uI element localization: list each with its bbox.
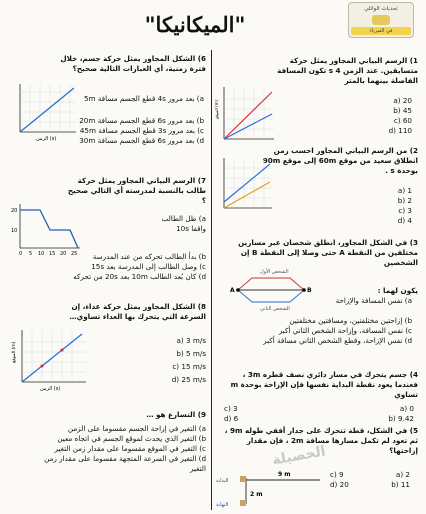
question-number: 7) <box>197 176 206 185</box>
publisher-logo <box>348 2 414 38</box>
person-2-label: الشخص الثاني <box>260 306 290 312</box>
end-label: النهاية <box>216 502 229 508</box>
option-a[interactable]: a) التغير في إزاحة الجسم مقسوما على الزمن <box>67 424 206 433</box>
question-2 <box>262 146 418 176</box>
y-tick-20: 20 <box>11 208 18 214</box>
option-c[interactable]: c) 15 m/s <box>172 362 206 371</box>
option-b[interactable]: b) 45 <box>393 106 412 115</box>
x-tick: 0 <box>19 251 23 257</box>
question-number: 5) <box>409 426 418 435</box>
question-text: من الرسم البياني المجاور احسب زمن انطلاق سعيد من موقع 60m إلى موقع 90m بوحدة s . <box>262 146 418 175</box>
question-3-sub: يكون لهما : <box>377 286 418 295</box>
question-number: 6) <box>197 54 206 63</box>
page-title: "الميكانيكا" <box>144 12 246 37</box>
question-text: في الشكل المجاور، انطلق شخصان عبر مسارين مختلفين من النقطة A حتى وصلا إلى النقطة B إن الشخصين <box>238 238 418 267</box>
option-a[interactable]: a) 1 <box>397 186 412 195</box>
other-line <box>224 182 270 208</box>
option-a[interactable]: a) 0 <box>399 404 414 413</box>
saeed-line <box>224 164 270 202</box>
option-a[interactable]: a) نفس المسافة والإزاحة <box>335 296 412 305</box>
question-number: 4) <box>409 370 418 379</box>
question-text: الرسم البياني المجاور يمثل حركة طالب بالنسبة لمدرسته أي التالي صحيح ؟ <box>67 176 206 205</box>
option-d[interactable]: d) 25 m/s <box>171 375 206 384</box>
q4-options <box>224 404 414 424</box>
question-3 <box>224 238 418 268</box>
x-tick: 15 <box>49 251 56 257</box>
option-d[interactable]: d) التغير في السرعة المتجهة مقسوما على مقدار زمن التغير <box>44 454 206 473</box>
question-text: جسم يتحرك في مسار دائري نصف قطره 3m ، فعندما يعود نقطة البداية نفسها فإن الإزاحة بوحدة m تساوي <box>230 370 418 399</box>
x-tick: 25 <box>71 251 78 257</box>
option-a[interactable]: a) 20 <box>393 96 412 105</box>
option-b[interactable]: b) بعد مرور 6s قطع الجسم مسافة 20m <box>79 116 204 125</box>
point-a-label: A <box>230 287 235 294</box>
option-c[interactable]: c) التغير في الموقع مقسوما على مقدار زمن التغير <box>54 444 206 453</box>
y-axis-label: الموقع (m) <box>214 99 219 119</box>
q2-options <box>360 186 412 226</box>
option-d[interactable]: d) 6 <box>224 414 239 423</box>
option-b[interactable]: b) 5 m/s <box>176 349 206 358</box>
question-number: 9) <box>197 410 206 419</box>
question-text: التسارع هو … <box>146 410 196 419</box>
question-number: 2) <box>409 146 418 155</box>
q2-graph <box>214 154 274 214</box>
q3-options <box>222 296 412 346</box>
q6-options <box>40 94 204 146</box>
start-label: البداية <box>216 478 229 484</box>
q8-graph <box>10 326 88 392</box>
q8-options <box>110 336 206 385</box>
question-8 <box>44 302 206 322</box>
option-a[interactable]: a) ظل الطالب واقفا 10s <box>161 214 206 233</box>
y-tick-10: 10 <box>11 228 18 234</box>
question-4 <box>222 370 418 400</box>
question-1 <box>258 56 418 86</box>
q5-wall-diagram <box>216 462 326 512</box>
option-b[interactable]: b) 11 <box>391 480 410 489</box>
option-c[interactable]: c) 3 <box>398 206 412 215</box>
option-a[interactable]: a) 3 m/s <box>176 336 206 345</box>
path-1 <box>238 278 304 290</box>
option-a[interactable]: a) بعد مرور 4s قطع الجسم مسافة 5m <box>83 94 204 103</box>
cat-icon <box>240 476 246 482</box>
watermark: الحصيلة <box>271 443 327 469</box>
option-c[interactable]: c) 60 <box>393 116 412 125</box>
option-c[interactable]: c) وصل الطالب إلى المدرسة بعد 15s <box>91 262 206 271</box>
question-number: 3) <box>409 238 418 247</box>
option-c[interactable]: c) 3 <box>224 404 238 413</box>
option-b[interactable]: b) إزاحتين مختلفتين، ومسافتين مختلفتين <box>289 316 412 325</box>
x-tick: 5 <box>29 251 33 257</box>
question-7 <box>66 176 206 206</box>
logo-text-bottom: في الفيزياء <box>351 27 411 35</box>
question-9 <box>110 410 206 420</box>
logo-stamp <box>372 15 390 25</box>
option-d[interactable]: d) 110 <box>388 126 412 135</box>
option-d[interactable]: d) بعد مرور 6s قطع الجسم مسافة 30m <box>79 136 204 145</box>
x-tick: 20 <box>60 251 67 257</box>
question-6 <box>44 54 206 74</box>
option-d[interactable]: d) 20 <box>330 480 349 489</box>
q7-options <box>44 214 206 282</box>
q9-options <box>30 424 206 474</box>
option-b[interactable]: b) التغير الذي يحدث لموقع الجسم في اتجاه معين <box>57 434 206 443</box>
q1-options <box>350 96 412 136</box>
person-1-label: الشخص الأول <box>260 269 289 275</box>
q1-graph <box>214 84 276 146</box>
x-axis-label: الزمن (s) <box>36 136 57 142</box>
question-text: الشكل المجاور يمثل حركة عداء، إن السرعة التي يتحرك بها العداء تساوي… <box>69 302 206 321</box>
x-tick: 10 <box>38 251 45 257</box>
question-number: 8) <box>197 302 206 311</box>
runner-2-line <box>224 114 272 139</box>
question-text: في الشكل، قطة تتحرك على جدار أفقي طوله 9m ، ثم تعود لم تكمل مسارها مسافة 2m ، فإن مقدار إزاحتها؟ <box>224 426 418 455</box>
question-text: الرسم البياني المجاور يمثل حركة متسابقين. عند الزمن s 4 تكون المسافة الفاصلة بينهما بالمتر <box>277 56 418 85</box>
point-b-label: B <box>307 287 312 294</box>
column-divider <box>211 50 212 510</box>
option-d[interactable]: d) 4 <box>397 216 412 225</box>
option-d[interactable]: d) نفس الإزاحة، وقطع الشخص الثاني مسافة أكبر <box>263 336 412 345</box>
logo-text-top: تحديات الوائلي <box>364 6 398 12</box>
wall-length-label: 9 m <box>278 471 291 478</box>
option-c[interactable]: c) بعد مرور 3s قطع الجسم مسافة 45m <box>79 126 204 135</box>
option-c[interactable]: c) 9 <box>330 470 344 479</box>
x-axis-label: الزمن (s) <box>40 386 61 392</box>
y-axis-label: الموقع (m) <box>12 341 17 363</box>
question-number: 1) <box>409 56 418 65</box>
option-b[interactable]: b) 9.42 <box>388 414 414 423</box>
cat-end-icon <box>240 500 246 506</box>
option-a[interactable]: a) 2 <box>395 470 410 479</box>
q5-options <box>330 470 410 490</box>
option-d[interactable]: d) كان بُعد الطالب 10m بعد 20s من تحركه <box>73 272 206 281</box>
side-length-label: 2 m <box>250 491 263 498</box>
option-b[interactable]: b) بدأ الطالب تحركه من عند المدرسة <box>92 252 206 261</box>
option-c[interactable]: c) نفس المسافة، وإزاحة الشخص الثاني أكبر <box>278 326 412 335</box>
option-b[interactable]: b) 2 <box>397 196 412 205</box>
question-text: الشكل المجاور يمثل حركة جسم، خلال فترة زمنية، أي العبارات التالية صحيح؟ <box>60 54 206 73</box>
